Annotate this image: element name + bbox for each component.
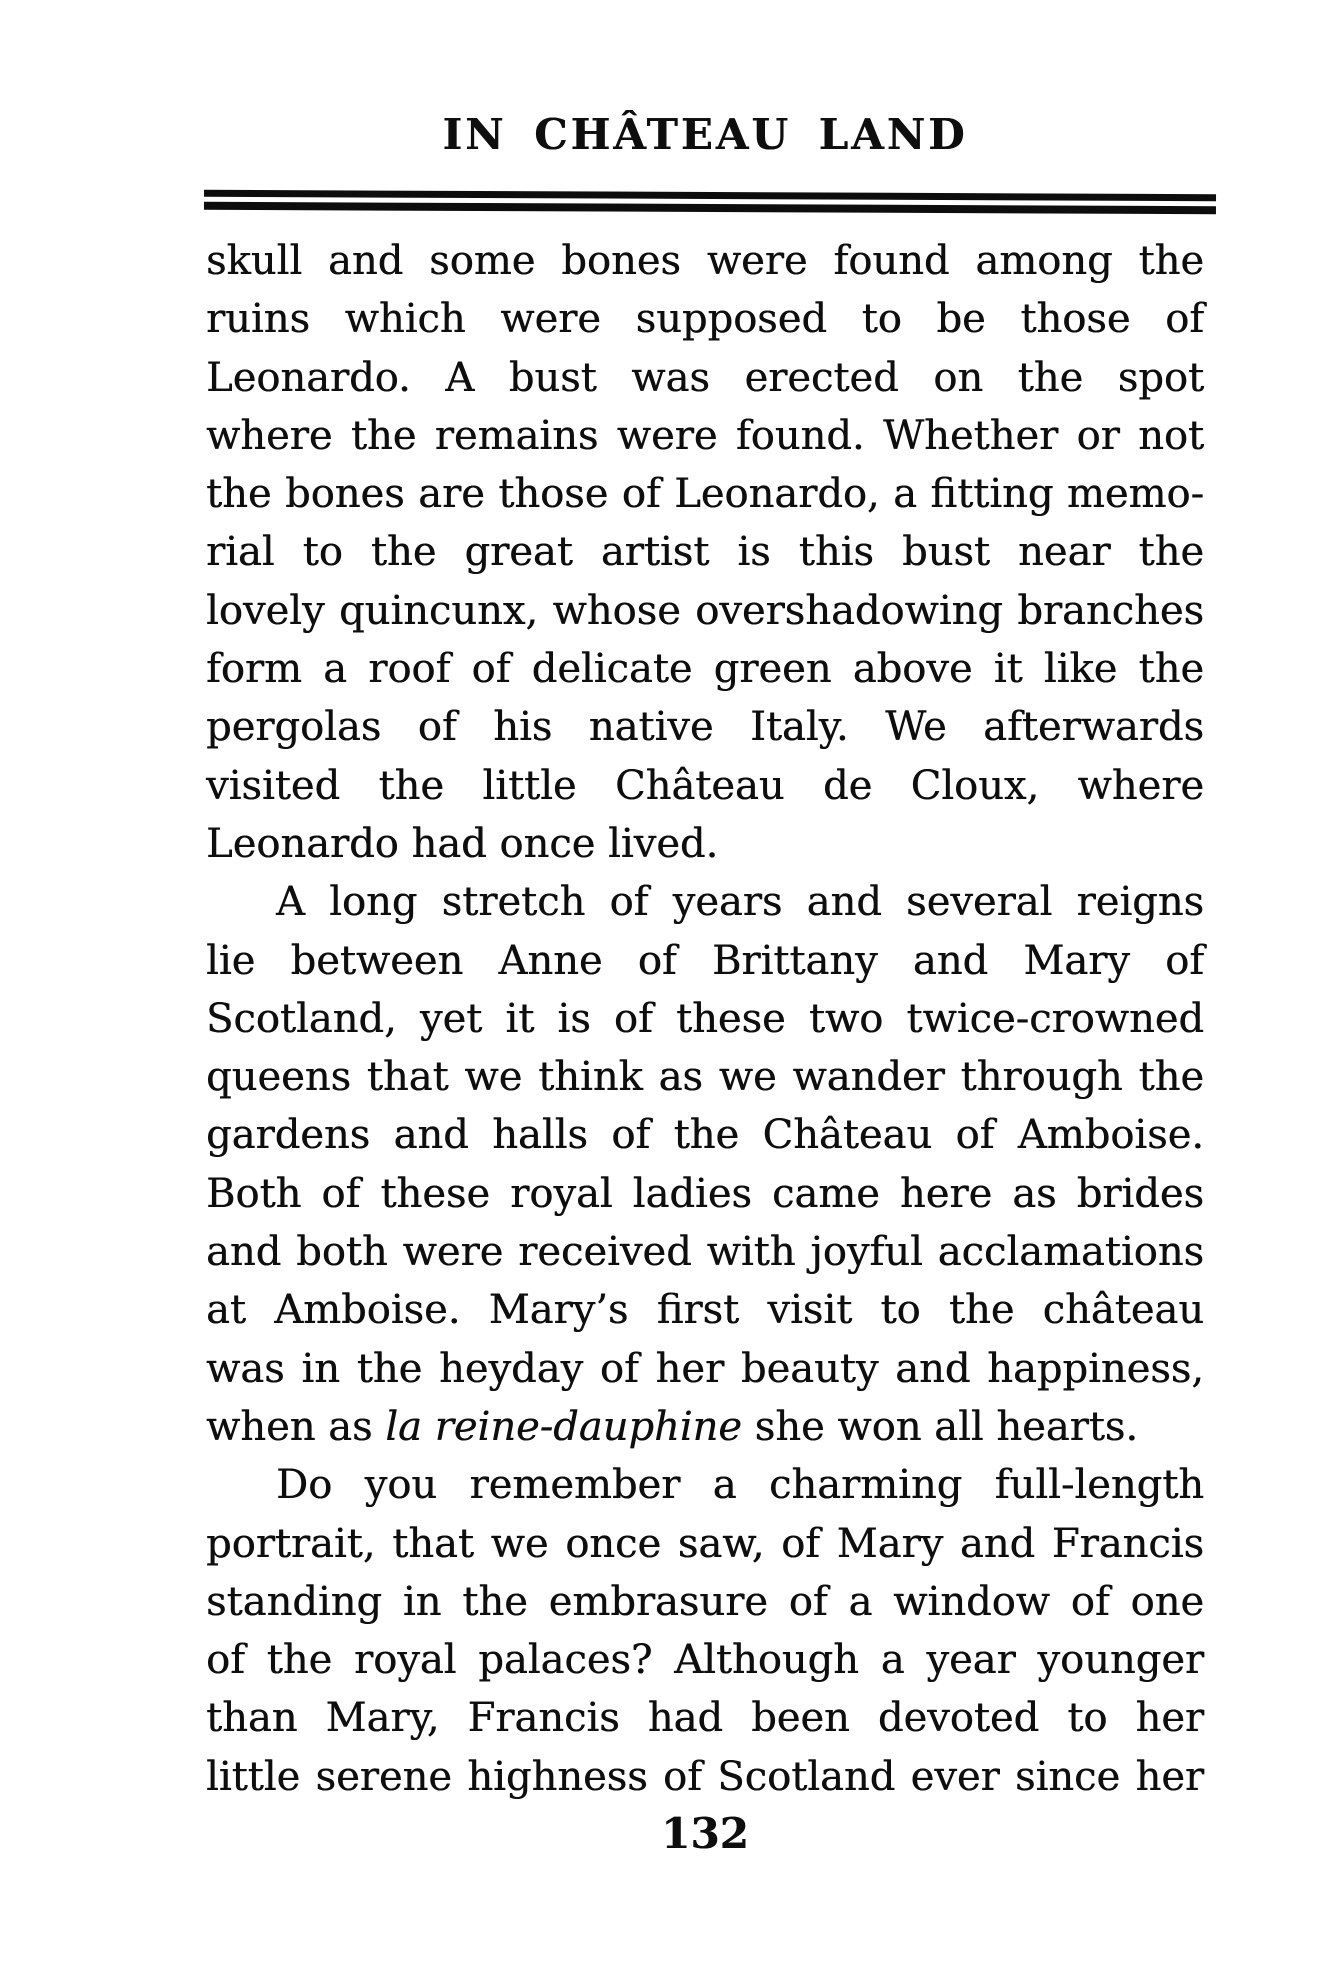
text-line: ruins which were supposed to be those of <box>206 296 1204 343</box>
text-line: skull and some bones were found among the <box>206 238 1204 284</box>
text-line: gardens and halls of the Château of Amboise. <box>206 1112 1204 1159</box>
text-line: Do you remember a charming full-length <box>276 1462 1204 1509</box>
text-line <box>206 1398 1204 1456</box>
text-line: Leonardo. A bust was erected on the spot <box>206 354 1204 401</box>
text-line: Both of these royal ladies came here as brides <box>206 1170 1204 1217</box>
text-line: standing in the embrasure of a window of one <box>206 1578 1204 1625</box>
double-rule-divider <box>204 190 1216 214</box>
text-block <box>206 232 1204 1806</box>
text-line: the bones are those of Leonardo, a fitting memo- <box>206 471 1204 518</box>
rule-bottom-bar <box>204 202 1216 214</box>
text-line: and both were received with joyful acclamations <box>206 1229 1204 1276</box>
text-line: Leonardo had once lived. <box>206 820 719 867</box>
text-line: little serene highness of Scotland ever since her <box>206 1753 1204 1800</box>
text-line: at Amboise. Mary’s first visit to the château <box>206 1287 1204 1334</box>
text-line: where the remains were found. Whether or not <box>206 412 1204 459</box>
text-line: form a roof of delicate green above it like the <box>206 646 1204 693</box>
rule-top-bar <box>204 190 1216 201</box>
text-line: rial to the great artist is this bust near the <box>206 529 1204 576</box>
text-segment: when as <box>206 1403 386 1450</box>
italic-phrase: la reine-dauphine <box>385 1403 742 1450</box>
text-line: portrait, that we once saw, of Mary and Francis <box>206 1520 1204 1567</box>
text-segment: she won all hearts. <box>741 1403 1139 1450</box>
text-line: lovely quincunx, whose overshadowing branches <box>206 587 1204 634</box>
page-number: 132 <box>661 1809 749 1858</box>
page-title: IN CHÂTEAU LAND <box>442 110 968 159</box>
text-line: pergolas of his native Italy. We afterwards <box>206 704 1204 751</box>
text-line: lie between Anne of Brittany and Mary of <box>206 937 1204 984</box>
text-line: than Mary, Francis had been devoted to her <box>206 1695 1204 1742</box>
text-line: visited the little Château de Cloux, where <box>206 762 1204 809</box>
text-line: A long stretch of years and several reigns <box>276 879 1204 926</box>
text-line: of the royal palaces? Although a year younger <box>206 1637 1204 1684</box>
text-line: was in the heyday of her beauty and happiness, <box>206 1345 1204 1392</box>
text-line: queens that we think as we wander through the <box>206 1054 1204 1101</box>
text-line: Scotland, yet it is of these two twice-crowned <box>206 995 1204 1042</box>
